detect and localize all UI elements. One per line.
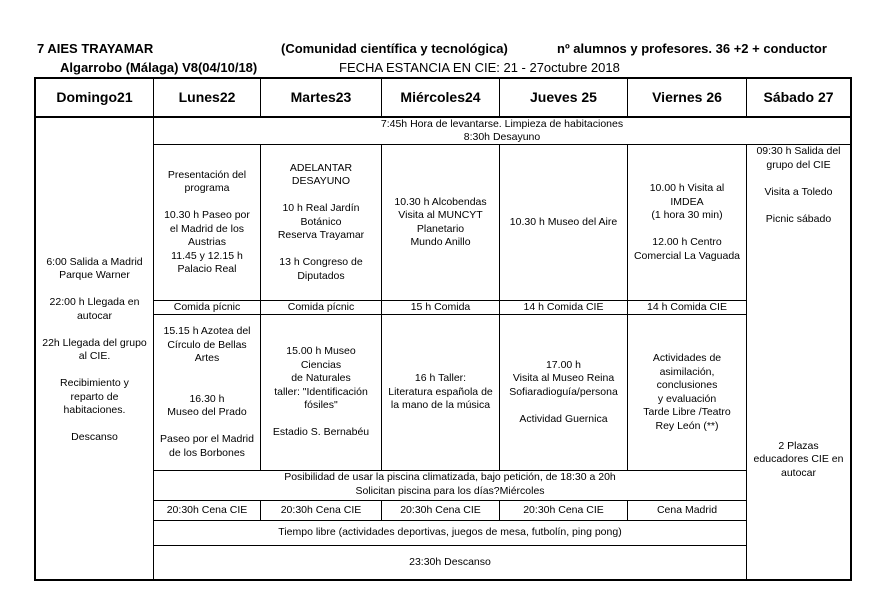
- miercoles-dinner: 20:30h Cena CIE: [400, 503, 481, 516]
- viernes-morning: 10.00 h Visita al IMDEA (1 hora 30 min) 12.00 h Centro Comercial La Vaguada: [633, 182, 741, 262]
- school-location: Algarrobo (Málaga) V8(04/10/18): [60, 60, 258, 75]
- viernes-dinner: Cena Madrid: [656, 503, 718, 516]
- martes-dinner: 20:30h Cena CIE: [280, 503, 362, 516]
- day-header-martes: Martes23: [290, 88, 352, 105]
- martes-morning: ADELANTAR DESAYUNO 10 h Real Jardín Botánico Reserva Trayamar 13 h Congreso de Diputados: [277, 161, 365, 282]
- miercoles-morning: 10.30 h Alcobendas Visita al MUNCYT Planetario Mundo Anillo: [394, 195, 487, 248]
- rest-row: 23:30h Descanso: [409, 555, 491, 568]
- sabado-morning: 09:30 h Salida del grupo del CIE Visita a Toledo Picnic sábado: [756, 145, 841, 225]
- jueves-afternoon: 17.00 h Visita al Museo Reina Sofiaradioguía/persona Actividad Guernica: [509, 358, 618, 425]
- lunes-lunch: Comida pícnic: [173, 301, 241, 313]
- wakeup-row: 7:45h Hora de levantarse. Limpieza de habitaciones: [380, 118, 624, 130]
- sabado-note: 2 Plazas educadores CIE en autocar: [753, 439, 844, 479]
- day-header-sabado: Sábado 27: [763, 88, 834, 105]
- jueves-morning: 10.30 h Museo del Aire: [509, 215, 618, 228]
- lunes-afternoon: 15.15 h Azotea del Círculo de Bellas Artes 16.30 h Museo del Prado Paseo por el Madrid de los Borbones: [160, 325, 254, 459]
- day-header-miercoles: Miércoles24: [400, 88, 481, 105]
- jueves-lunch: 14 h Comida CIE: [523, 301, 604, 313]
- breakfast-row: 8:30h Desayuno: [463, 131, 541, 143]
- jueves-dinner: 20:30h Cena CIE: [523, 503, 604, 516]
- day-header-jueves: Jueves 25: [530, 88, 597, 105]
- program-name: (Comunidad científica y tecnológica): [281, 41, 508, 56]
- lunes-dinner: 20:30h Cena CIE: [166, 503, 248, 516]
- miercoles-lunch: 15 h Comida: [410, 301, 471, 313]
- viernes-lunch: 14 h Comida CIE: [647, 301, 727, 313]
- pool-request: Solicitan piscina para los días?Miércoles: [355, 485, 545, 498]
- martes-afternoon: 15.00 h Museo Ciencias de Naturales taller: "Identificación fósiles" Estadio S. Bernabéu: [272, 345, 370, 439]
- miercoles-afternoon: 16 h Taller: Literatura española de la mano de la música: [388, 372, 493, 412]
- stay-dates: FECHA ESTANCIA EN CIE: 21 - 27octubre 2018: [339, 60, 620, 75]
- viernes-afternoon: Actividades de asimilación, conclusiones y evaluación Tarde Libre /Teatro Rey León (**): [643, 352, 731, 432]
- domingo-schedule: 6:00 Salida a Madrid Parque Warner 22:00 h Llegada en autocar 22h Llegada del grupo al CIE. Recibimiento y reparto de habitaciones. Descanso: [42, 255, 147, 443]
- free-time-row: Tiempo libre (actividades deportivas, juegos de mesa, futbolín, ping pong): [278, 526, 622, 539]
- school-name: 7 AIES TRAYAMAR: [37, 41, 154, 56]
- pool-info: Posibilidad de usar la piscina climatizada, bajo petición, de 18:30 a 20h: [284, 471, 616, 484]
- day-header-viernes: Viernes 26: [652, 88, 722, 105]
- day-header-lunes: Lunes22: [178, 88, 236, 105]
- day-header-domingo: Domingo21: [56, 88, 133, 105]
- lunes-morning: Presentación del programa 10.30 h Paseo por el Madrid de los Austrias 11.45 y 12.15 h Palacio Real: [164, 168, 250, 275]
- martes-lunch: Comida pícnic: [287, 301, 355, 313]
- participant-count: nº alumnos y profesores. 36 +2 + conductor: [557, 41, 827, 56]
